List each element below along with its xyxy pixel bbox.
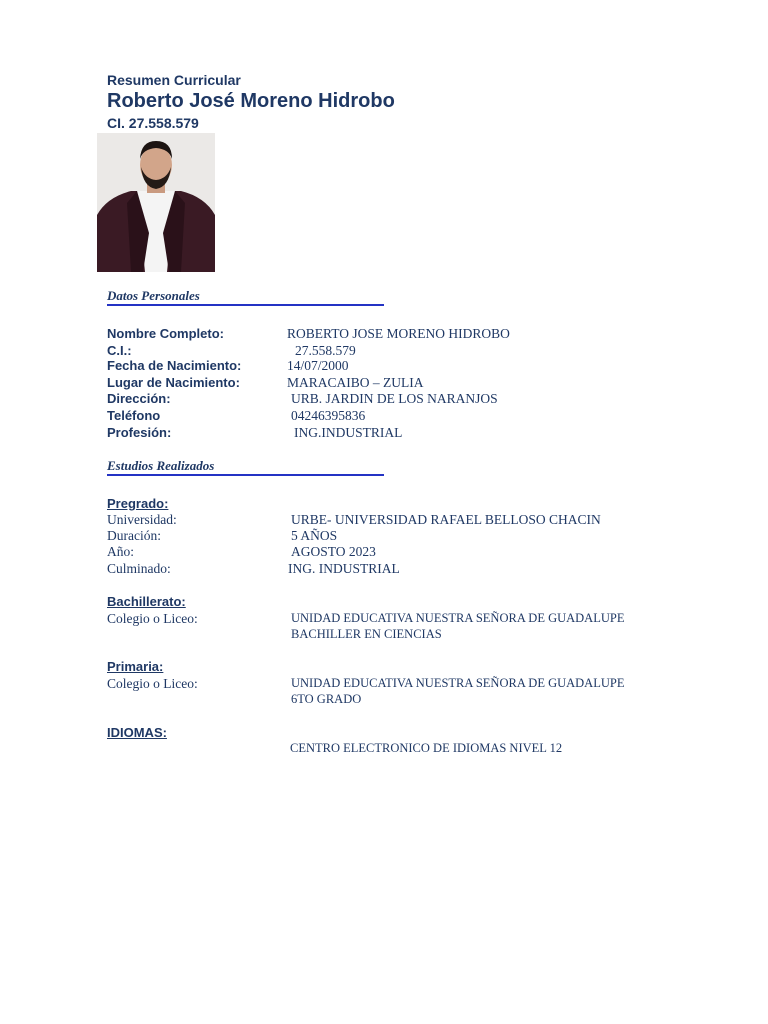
value-duration: 5 AÑOS (291, 528, 338, 543)
value-bachillerato-degree: BACHILLER EN CIENCIAS (291, 627, 442, 641)
subsection-primaria: Primaria: (107, 659, 164, 674)
value-university: URBE- UNIVERSIDAD RAFAEL BELLOSO CHACIN (291, 512, 601, 527)
value-address: URB. JARDIN DE LOS NARANJOS (291, 391, 498, 406)
value-completed: ING. INDUSTRIAL (288, 561, 400, 576)
person-ci: CI. 27.558.579 (107, 115, 199, 131)
label-year: Año: (107, 544, 134, 559)
value-full-name: ROBERTO JOSE MORENO HIDROBO (287, 326, 510, 341)
section-studies: Estudios Realizados (107, 458, 384, 476)
label-primaria-school: Colegio o Liceo: (107, 676, 198, 691)
portrait-illustration (97, 133, 215, 272)
label-address: Dirección: (107, 391, 171, 406)
value-idiomas: CENTRO ELECTRONICO DE IDIOMAS NIVEL 12 (290, 741, 563, 755)
label-university: Universidad: (107, 512, 177, 527)
subsection-bachillerato: Bachillerato: (107, 594, 186, 609)
value-primaria-school: UNIDAD EDUCATIVA NUESTRA SEÑORA DE GUADALUPE (291, 676, 625, 690)
value-ci: 27.558.579 (295, 343, 356, 358)
value-phone: 04246395836 (291, 408, 366, 423)
section-personal-data: Datos Personales (107, 288, 384, 306)
subsection-pregrado: Pregrado: (107, 496, 169, 511)
value-year: AGOSTO 2023 (291, 544, 376, 559)
label-duration: Duración: (107, 528, 161, 543)
label-completed: Culminado: (107, 561, 171, 576)
label-birth-date: Fecha de Nacimiento: (107, 358, 242, 373)
person-name: Roberto José Moreno Hidrobo (107, 90, 395, 112)
label-profession: Profesión: (107, 425, 172, 440)
label-birth-place: Lugar de Nacimiento: (107, 375, 240, 390)
value-bachillerato-school: UNIDAD EDUCATIVA NUESTRA SEÑORA DE GUADALUPE (291, 611, 625, 625)
subsection-idiomas: IDIOMAS: (107, 725, 167, 740)
value-birth-place: MARACAIBO – ZULIA (287, 375, 424, 390)
document-title: Resumen Curricular (107, 72, 241, 88)
value-primaria-degree: 6TO GRADO (291, 692, 362, 706)
value-birth-date: 14/07/2000 (287, 358, 349, 373)
label-phone: Teléfono (107, 408, 161, 423)
profile-photo (97, 133, 215, 272)
label-full-name: Nombre Completo: (107, 326, 224, 341)
label-bachillerato-school: Colegio o Liceo: (107, 611, 198, 626)
label-ci: C.I.: (107, 343, 132, 358)
value-profession: ING.INDUSTRIAL (294, 425, 403, 440)
